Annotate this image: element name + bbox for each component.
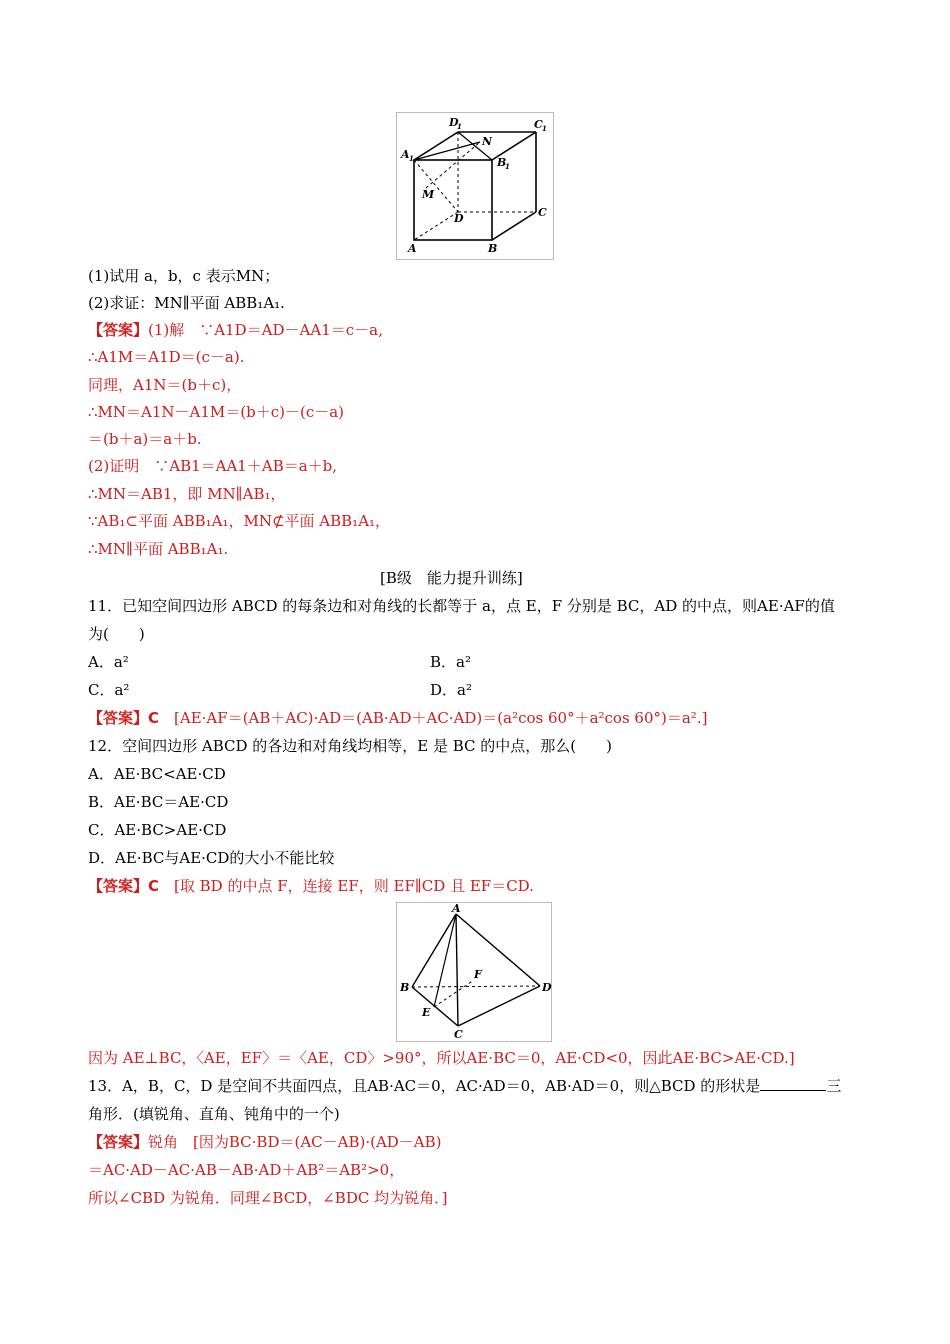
q11-answer — [88, 708, 707, 728]
label-a1-sub: 1 — [409, 154, 414, 163]
q12-option-b: B．AE·BC＝AE·CD — [88, 793, 229, 811]
label-a1: A — [401, 148, 410, 161]
q13-stem-1 — [88, 1076, 841, 1096]
label-e: E — [422, 1006, 431, 1019]
q13-answer-line-2: ＝AC·AD－AC·AB－AB·AD＋AB²＝AB²>0， — [88, 1161, 405, 1179]
q12-option-a: A．AE·BC<AE·CD — [88, 765, 226, 783]
label-c1-sub: 1 — [542, 124, 547, 133]
q11-stem-2: 为( ) — [88, 625, 145, 643]
ans10-line-5: (2)证明 ∵AB1＝AA1＋AB＝a＋b, — [88, 457, 338, 475]
tetrahedron-figure — [396, 902, 552, 1042]
label-b: B — [400, 981, 410, 994]
label-a: A — [408, 242, 417, 255]
ans10-line-0 — [88, 320, 383, 340]
q11-option-d: D．a² — [430, 681, 472, 699]
label-b: B — [488, 242, 498, 255]
label-d: D — [454, 212, 464, 225]
ans10-line-6: ∴MN＝AB1，即 MN∥AB₁， — [88, 485, 286, 503]
ans10-text-0: (1)解 ∵A1D＝AD－AA1＝c－a, — [148, 321, 383, 339]
q10-part2: (2)求证：MN∥平面 ABB₁A₁. — [88, 294, 285, 312]
label-a: A — [452, 902, 461, 915]
ans10-line-7: ∵AB₁⊂平面 ABB₁A₁，MN⊄平面 ABB₁A₁， — [88, 512, 391, 530]
label-c: C — [538, 206, 547, 219]
q12-answer-continued: 因为 AE⊥BC，〈AE，EF〉＝〈AE，CD〉>90°，所以AE·BC＝0，AE·CD<0，因此AE·BC>AE·CD.] — [88, 1049, 795, 1067]
ans10-line-8: ∴MN∥平面 ABB₁A₁. — [88, 540, 229, 558]
label-m: M — [422, 188, 435, 201]
label-d1-sub: 1 — [457, 122, 462, 131]
answer-tag: 【答案】 — [88, 1133, 149, 1151]
section-title: [B级 能力提升训练] — [380, 569, 523, 587]
q11-answer-text: [AE·AF＝(AB＋AC)·AD＝(AB·AD＋AC·AD)＝(a²cos 60°＋a²cos 60°)＝a².] — [159, 709, 708, 727]
ans10-line-2: 同理，A1N＝(b＋c)， — [88, 376, 242, 394]
q11-stem-1: 11．已知空间四边形 ABCD 的每条边和对角线的长都等于 a，点 E，F 分别是 BC，AD 的中点，则AE·AF的值 — [88, 597, 835, 615]
q12-option-c: C．AE·BC>AE·CD — [88, 821, 227, 839]
q11-option-b: B．a² — [430, 653, 471, 671]
q11-option-c: C．a² — [88, 681, 130, 699]
label-b1: B — [497, 156, 507, 169]
label-c1: C — [534, 118, 543, 131]
q13-answer-text-1: 锐角 [因为BC·BD＝(AC－AB)·(AD－AB) — [148, 1133, 442, 1151]
q13-answer-line-3: 所以∠CBD 为锐角．同理∠BCD，∠BDC 均为锐角．] — [88, 1189, 448, 1207]
label-f: F — [474, 968, 482, 981]
ans10-line-3: ∴MN＝A1N－A1M＝(b＋c)－(c－a) — [88, 403, 345, 421]
answer-tag: 【答案】C — [88, 709, 160, 727]
q11-option-a: A．a² — [88, 653, 129, 671]
answer-tag: 【答案】 — [88, 321, 149, 339]
q13-stem-2: 角形．(填锐角、直角、钝角中的一个) — [88, 1105, 340, 1123]
label-b1-sub: 1 — [505, 162, 510, 171]
ans10-line-4: ＝(b＋a)＝a＋b. — [88, 430, 202, 448]
q13-stem-text: 13．A，B，C，D 是空间不共面四点，且AB·AC＝0，AC·AD＝0，AB·AD＝0，则△BCD 的形状是 — [88, 1077, 761, 1095]
label-d1: D — [449, 116, 459, 129]
q12-stem: 12．空间四边形 ABCD 的各边和对角线均相等，E 是 BC 的中点，那么( ) — [88, 737, 612, 755]
q10-part1: (1)试用 a，b，c 表示MN； — [88, 267, 280, 285]
q13-answer — [88, 1132, 442, 1152]
q13-stem-tail: 三 — [826, 1077, 842, 1095]
q12-answer-text: [取 BD 的中点 F，连接 EF，则 EF∥CD 且 EF＝CD. — [159, 877, 534, 895]
answer-tag: 【答案】C — [88, 877, 160, 895]
q12-answer — [88, 876, 534, 896]
answer-blank — [760, 1076, 826, 1091]
cube-figure — [396, 112, 554, 260]
label-d: D — [542, 981, 552, 994]
label-n: N — [482, 135, 493, 148]
label-c: C — [454, 1028, 463, 1041]
ans10-line-1: ∴A1M＝A1D＝(c－a). — [88, 348, 245, 366]
q12-option-d: D．AE·BC与AE·CD的大小不能比较 — [88, 849, 335, 867]
